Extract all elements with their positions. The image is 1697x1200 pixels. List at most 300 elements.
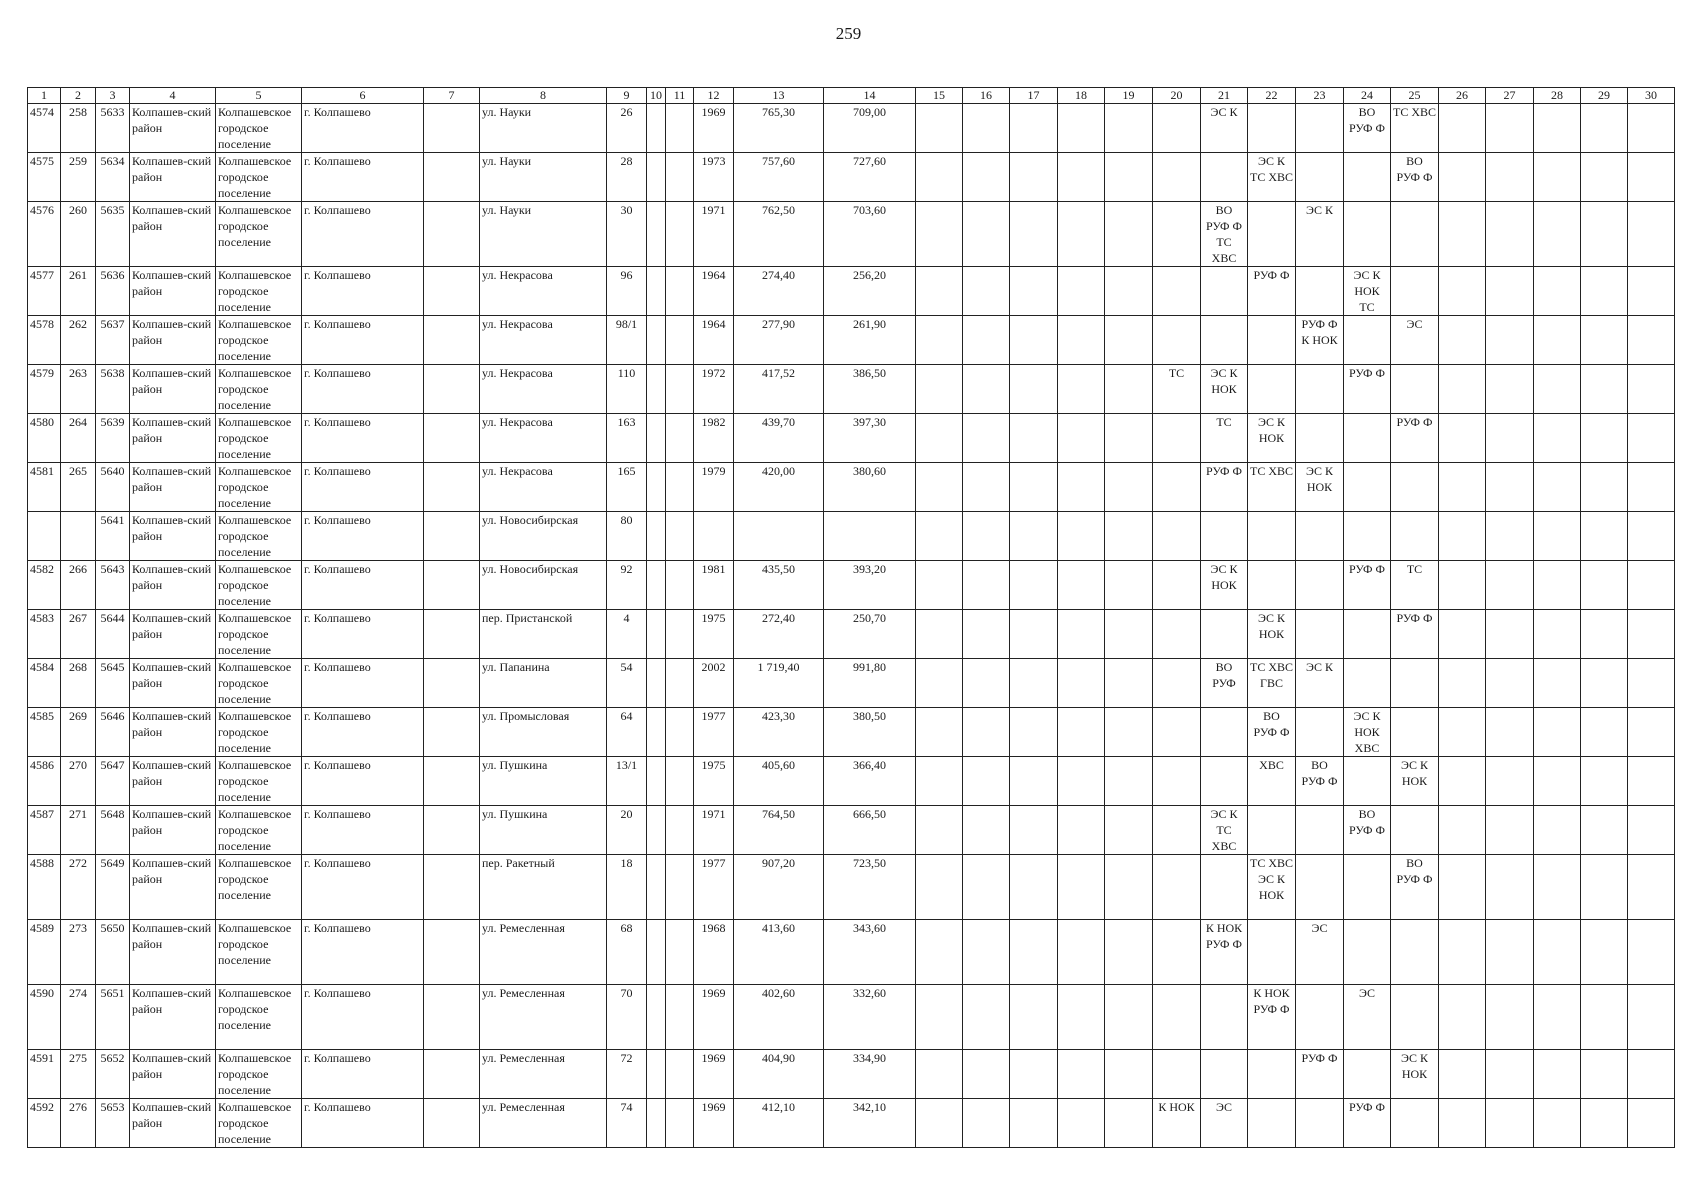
cell-col-4: Колпашев-ский район <box>130 202 216 267</box>
cell-col-1: 4577 <box>28 267 61 316</box>
cell-col-21 <box>1201 267 1248 316</box>
cell-col-9: 26 <box>607 104 647 153</box>
cell-col-9: 68 <box>607 920 647 985</box>
cell-col-3: 5633 <box>96 104 130 153</box>
cell-col-29 <box>1581 920 1628 985</box>
cell-col-1: 4578 <box>28 316 61 365</box>
cell-col-11 <box>666 153 694 202</box>
cell-col-9: 70 <box>607 985 647 1050</box>
cell-col-12 <box>694 512 734 561</box>
cell-col-15 <box>916 202 963 267</box>
cell-col-9: 4 <box>607 610 647 659</box>
cell-col-29 <box>1581 610 1628 659</box>
cell-col-24 <box>1344 659 1391 708</box>
cell-col-19 <box>1105 659 1153 708</box>
cell-col-18 <box>1058 659 1105 708</box>
cell-col-14: 380,50 <box>824 708 916 757</box>
cell-col-12: 1977 <box>694 855 734 920</box>
cell-col-16 <box>963 1099 1010 1148</box>
cell-col-18 <box>1058 985 1105 1050</box>
cell-col-9: 110 <box>607 365 647 414</box>
cell-col-24: РУФ Ф <box>1344 365 1391 414</box>
cell-col-12: 1964 <box>694 316 734 365</box>
cell-col-27 <box>1486 855 1534 920</box>
cell-col-8: ул. Науки <box>480 153 607 202</box>
cell-col-20 <box>1153 610 1201 659</box>
cell-col-17 <box>1010 153 1058 202</box>
cell-col-23 <box>1296 104 1344 153</box>
cell-col-24 <box>1344 463 1391 512</box>
cell-col-14: 703,60 <box>824 202 916 267</box>
cell-col-15 <box>916 1099 963 1148</box>
cell-col-26 <box>1439 920 1486 985</box>
cell-col-23 <box>1296 855 1344 920</box>
cell-col-4: Колпашев-ский район <box>130 610 216 659</box>
cell-col-28 <box>1534 659 1581 708</box>
cell-col-19 <box>1105 806 1153 855</box>
cell-col-30 <box>1628 365 1675 414</box>
cell-col-9: 20 <box>607 806 647 855</box>
cell-col-21 <box>1201 316 1248 365</box>
cell-col-23 <box>1296 561 1344 610</box>
cell-col-26 <box>1439 512 1486 561</box>
cell-col-20 <box>1153 104 1201 153</box>
cell-col-3: 5638 <box>96 365 130 414</box>
column-header-11: 11 <box>666 88 694 104</box>
cell-col-11 <box>666 708 694 757</box>
column-header-27: 27 <box>1486 88 1534 104</box>
cell-col-23: ЭС <box>1296 920 1344 985</box>
cell-col-23 <box>1296 414 1344 463</box>
cell-col-15 <box>916 512 963 561</box>
cell-col-7 <box>424 463 480 512</box>
cell-col-27 <box>1486 1099 1534 1148</box>
column-header-3: 3 <box>96 88 130 104</box>
cell-col-15 <box>916 806 963 855</box>
cell-col-15 <box>916 659 963 708</box>
column-header-26: 26 <box>1439 88 1486 104</box>
cell-col-16 <box>963 757 1010 806</box>
column-header-30: 30 <box>1628 88 1675 104</box>
cell-col-17 <box>1010 561 1058 610</box>
cell-col-10 <box>647 267 666 316</box>
cell-col-23 <box>1296 610 1344 659</box>
cell-col-9: 54 <box>607 659 647 708</box>
cell-col-20 <box>1153 153 1201 202</box>
cell-col-25 <box>1391 1099 1439 1148</box>
cell-col-27 <box>1486 202 1534 267</box>
cell-col-29 <box>1581 1099 1628 1148</box>
cell-col-13: 277,90 <box>734 316 824 365</box>
column-header-29: 29 <box>1581 88 1628 104</box>
cell-col-21 <box>1201 757 1248 806</box>
cell-col-30 <box>1628 1099 1675 1148</box>
cell-col-15 <box>916 267 963 316</box>
cell-col-15 <box>916 561 963 610</box>
cell-col-27 <box>1486 920 1534 985</box>
cell-col-3: 5649 <box>96 855 130 920</box>
table-row <box>28 153 1675 202</box>
cell-col-1: 4586 <box>28 757 61 806</box>
cell-col-2: 263 <box>61 365 96 414</box>
cell-col-19 <box>1105 757 1153 806</box>
cell-col-20 <box>1153 267 1201 316</box>
table-row <box>28 1099 1675 1148</box>
cell-col-9: 13/1 <box>607 757 647 806</box>
cell-col-14: 709,00 <box>824 104 916 153</box>
cell-col-3: 5641 <box>96 512 130 561</box>
cell-col-7 <box>424 855 480 920</box>
cell-col-9: 98/1 <box>607 316 647 365</box>
cell-col-25 <box>1391 202 1439 267</box>
cell-col-16 <box>963 414 1010 463</box>
cell-col-11 <box>666 365 694 414</box>
column-header-18: 18 <box>1058 88 1105 104</box>
cell-col-7 <box>424 806 480 855</box>
cell-col-2: 264 <box>61 414 96 463</box>
cell-col-15 <box>916 610 963 659</box>
cell-col-17 <box>1010 985 1058 1050</box>
cell-col-7 <box>424 1099 480 1148</box>
cell-col-24 <box>1344 757 1391 806</box>
cell-col-8: пер. Пристанской <box>480 610 607 659</box>
cell-col-1 <box>28 512 61 561</box>
cell-col-5: Колпашевское городское поселение <box>216 855 302 920</box>
cell-col-6: г. Колпашево <box>302 267 424 316</box>
cell-col-9: 163 <box>607 414 647 463</box>
table-row <box>28 985 1675 1050</box>
cell-col-16 <box>963 708 1010 757</box>
cell-col-8: ул. Науки <box>480 202 607 267</box>
cell-col-11 <box>666 610 694 659</box>
cell-col-28 <box>1534 202 1581 267</box>
cell-col-22 <box>1248 1050 1296 1099</box>
cell-col-5: Колпашевское городское поселение <box>216 1099 302 1148</box>
cell-col-13: 764,50 <box>734 806 824 855</box>
cell-col-2: 276 <box>61 1099 96 1148</box>
cell-col-19 <box>1105 610 1153 659</box>
cell-col-28 <box>1534 267 1581 316</box>
cell-col-10 <box>647 561 666 610</box>
cell-col-12: 1982 <box>694 414 734 463</box>
cell-col-5: Колпашевское городское поселение <box>216 708 302 757</box>
cell-col-2: 258 <box>61 104 96 153</box>
cell-col-26 <box>1439 757 1486 806</box>
cell-col-3: 5650 <box>96 920 130 985</box>
cell-col-11 <box>666 561 694 610</box>
cell-col-12: 1979 <box>694 463 734 512</box>
cell-col-12: 1964 <box>694 267 734 316</box>
cell-col-13: 404,90 <box>734 1050 824 1099</box>
cell-col-3: 5639 <box>96 414 130 463</box>
cell-col-28 <box>1534 463 1581 512</box>
cell-col-22: ЭС К ТС ХВС <box>1248 153 1296 202</box>
table-row <box>28 365 1675 414</box>
cell-col-1: 4580 <box>28 414 61 463</box>
column-header-21: 21 <box>1201 88 1248 104</box>
cell-col-10 <box>647 806 666 855</box>
cell-col-30 <box>1628 153 1675 202</box>
cell-col-20 <box>1153 463 1201 512</box>
cell-col-27 <box>1486 463 1534 512</box>
cell-col-3: 5647 <box>96 757 130 806</box>
cell-col-24 <box>1344 153 1391 202</box>
cell-col-20 <box>1153 757 1201 806</box>
cell-col-14: 991,80 <box>824 659 916 708</box>
cell-col-29 <box>1581 316 1628 365</box>
cell-col-10 <box>647 1050 666 1099</box>
cell-col-16 <box>963 316 1010 365</box>
cell-col-7 <box>424 757 480 806</box>
cell-col-12: 2002 <box>694 659 734 708</box>
cell-col-28 <box>1534 806 1581 855</box>
cell-col-25: ЭС К НОК <box>1391 1050 1439 1099</box>
cell-col-6: г. Колпашево <box>302 659 424 708</box>
cell-col-30 <box>1628 659 1675 708</box>
cell-col-26 <box>1439 806 1486 855</box>
cell-col-25: ТС <box>1391 561 1439 610</box>
cell-col-4: Колпашев-ский район <box>130 414 216 463</box>
cell-col-5: Колпашевское городское поселение <box>216 920 302 985</box>
cell-col-28 <box>1534 920 1581 985</box>
cell-col-3: 5643 <box>96 561 130 610</box>
cell-col-17 <box>1010 659 1058 708</box>
cell-col-20 <box>1153 806 1201 855</box>
cell-col-3: 5635 <box>96 202 130 267</box>
cell-col-15 <box>916 708 963 757</box>
cell-col-23 <box>1296 512 1344 561</box>
cell-col-24: РУФ Ф <box>1344 561 1391 610</box>
cell-col-30 <box>1628 512 1675 561</box>
cell-col-17 <box>1010 463 1058 512</box>
column-header-23: 23 <box>1296 88 1344 104</box>
cell-col-8: ул. Пушкина <box>480 757 607 806</box>
cell-col-22: ХВС <box>1248 757 1296 806</box>
cell-col-11 <box>666 316 694 365</box>
cell-col-23 <box>1296 708 1344 757</box>
cell-col-4: Колпашев-ский район <box>130 1050 216 1099</box>
cell-col-24: ВО РУФ Ф <box>1344 104 1391 153</box>
cell-col-29 <box>1581 153 1628 202</box>
cell-col-10 <box>647 708 666 757</box>
cell-col-11 <box>666 1099 694 1148</box>
cell-col-15 <box>916 104 963 153</box>
cell-col-5: Колпашевское городское поселение <box>216 104 302 153</box>
cell-col-14 <box>824 512 916 561</box>
cell-col-7 <box>424 202 480 267</box>
cell-col-8: ул. Науки <box>480 104 607 153</box>
cell-col-2: 266 <box>61 561 96 610</box>
cell-col-22: ЭС К НОК <box>1248 610 1296 659</box>
cell-col-1: 4591 <box>28 1050 61 1099</box>
cell-col-8: ул. Некрасова <box>480 316 607 365</box>
cell-col-17 <box>1010 512 1058 561</box>
cell-col-1: 4587 <box>28 806 61 855</box>
cell-col-17 <box>1010 267 1058 316</box>
cell-col-22 <box>1248 512 1296 561</box>
cell-col-16 <box>963 202 1010 267</box>
cell-col-12: 1969 <box>694 985 734 1050</box>
cell-col-10 <box>647 104 666 153</box>
cell-col-26 <box>1439 414 1486 463</box>
cell-col-17 <box>1010 365 1058 414</box>
cell-col-28 <box>1534 561 1581 610</box>
cell-col-11 <box>666 757 694 806</box>
cell-col-25: РУФ Ф <box>1391 414 1439 463</box>
cell-col-21 <box>1201 708 1248 757</box>
cell-col-24: ВО РУФ Ф <box>1344 806 1391 855</box>
cell-col-25 <box>1391 267 1439 316</box>
cell-col-7 <box>424 659 480 708</box>
cell-col-6: г. Колпашево <box>302 316 424 365</box>
cell-col-14: 666,50 <box>824 806 916 855</box>
cell-col-25: РУФ Ф <box>1391 610 1439 659</box>
cell-col-17 <box>1010 806 1058 855</box>
cell-col-1: 4589 <box>28 920 61 985</box>
table-row <box>28 512 1675 561</box>
cell-col-15 <box>916 463 963 512</box>
cell-col-21 <box>1201 512 1248 561</box>
cell-col-11 <box>666 1050 694 1099</box>
cell-col-11 <box>666 920 694 985</box>
cell-col-5: Колпашевское городское поселение <box>216 610 302 659</box>
cell-col-15 <box>916 757 963 806</box>
cell-col-20 <box>1153 659 1201 708</box>
cell-col-28 <box>1534 708 1581 757</box>
cell-col-21: РУФ Ф <box>1201 463 1248 512</box>
table-row <box>28 920 1675 985</box>
cell-col-20 <box>1153 202 1201 267</box>
cell-col-18 <box>1058 316 1105 365</box>
cell-col-21 <box>1201 610 1248 659</box>
cell-col-7 <box>424 316 480 365</box>
cell-col-12: 1977 <box>694 708 734 757</box>
cell-col-13: 762,50 <box>734 202 824 267</box>
cell-col-19 <box>1105 267 1153 316</box>
cell-col-13: 435,50 <box>734 561 824 610</box>
cell-col-3: 5653 <box>96 1099 130 1148</box>
cell-col-27 <box>1486 659 1534 708</box>
cell-col-25 <box>1391 659 1439 708</box>
cell-col-16 <box>963 463 1010 512</box>
cell-col-16 <box>963 806 1010 855</box>
cell-col-14: 342,10 <box>824 1099 916 1148</box>
cell-col-4: Колпашев-ский район <box>130 153 216 202</box>
cell-col-18 <box>1058 267 1105 316</box>
cell-col-23 <box>1296 806 1344 855</box>
column-header-10: 10 <box>647 88 666 104</box>
cell-col-10 <box>647 202 666 267</box>
cell-col-18 <box>1058 463 1105 512</box>
cell-col-30 <box>1628 104 1675 153</box>
cell-col-7 <box>424 610 480 659</box>
cell-col-11 <box>666 985 694 1050</box>
column-header-5: 5 <box>216 88 302 104</box>
cell-col-10 <box>647 316 666 365</box>
cell-col-10 <box>647 610 666 659</box>
cell-col-28 <box>1534 757 1581 806</box>
cell-col-22 <box>1248 1099 1296 1148</box>
cell-col-13: 423,30 <box>734 708 824 757</box>
cell-col-20 <box>1153 561 1201 610</box>
cell-col-26 <box>1439 610 1486 659</box>
cell-col-30 <box>1628 806 1675 855</box>
cell-col-29 <box>1581 561 1628 610</box>
cell-col-1: 4592 <box>28 1099 61 1148</box>
cell-col-29 <box>1581 463 1628 512</box>
cell-col-2: 267 <box>61 610 96 659</box>
cell-col-9: 28 <box>607 153 647 202</box>
cell-col-29 <box>1581 512 1628 561</box>
cell-col-27 <box>1486 414 1534 463</box>
cell-col-22 <box>1248 104 1296 153</box>
cell-col-6: г. Колпашево <box>302 414 424 463</box>
cell-col-8: ул. Ремесленная <box>480 1099 607 1148</box>
cell-col-21: ТС <box>1201 414 1248 463</box>
cell-col-20 <box>1153 414 1201 463</box>
cell-col-2: 271 <box>61 806 96 855</box>
column-header-13: 13 <box>734 88 824 104</box>
cell-col-17 <box>1010 610 1058 659</box>
cell-col-1: 4584 <box>28 659 61 708</box>
cell-col-14: 332,60 <box>824 985 916 1050</box>
cell-col-25 <box>1391 463 1439 512</box>
cell-col-18 <box>1058 104 1105 153</box>
cell-col-12: 1969 <box>694 104 734 153</box>
cell-col-22: ЭС К НОК <box>1248 414 1296 463</box>
column-header-7: 7 <box>424 88 480 104</box>
cell-col-16 <box>963 561 1010 610</box>
cell-col-29 <box>1581 985 1628 1050</box>
cell-col-8: ул. Ремесленная <box>480 1050 607 1099</box>
cell-col-21 <box>1201 1050 1248 1099</box>
cell-col-26 <box>1439 153 1486 202</box>
cell-col-2: 260 <box>61 202 96 267</box>
cell-col-18 <box>1058 806 1105 855</box>
cell-col-24 <box>1344 414 1391 463</box>
cell-col-14: 380,60 <box>824 463 916 512</box>
cell-col-25 <box>1391 512 1439 561</box>
cell-col-6: г. Колпашево <box>302 920 424 985</box>
cell-col-29 <box>1581 104 1628 153</box>
cell-col-3: 5651 <box>96 985 130 1050</box>
column-header-16: 16 <box>963 88 1010 104</box>
cell-col-16 <box>963 659 1010 708</box>
cell-col-17 <box>1010 1099 1058 1148</box>
cell-col-13: 274,40 <box>734 267 824 316</box>
column-header-22: 22 <box>1248 88 1296 104</box>
cell-col-28 <box>1534 316 1581 365</box>
cell-col-28 <box>1534 855 1581 920</box>
page-number: 259 <box>835 24 862 43</box>
cell-col-15 <box>916 316 963 365</box>
cell-col-8: пер. Ракетный <box>480 855 607 920</box>
cell-col-6: г. Колпашево <box>302 561 424 610</box>
cell-col-29 <box>1581 757 1628 806</box>
column-header-15: 15 <box>916 88 963 104</box>
cell-col-12: 1972 <box>694 365 734 414</box>
cell-col-23 <box>1296 153 1344 202</box>
cell-col-6: г. Колпашево <box>302 757 424 806</box>
cell-col-30 <box>1628 757 1675 806</box>
cell-col-26 <box>1439 1050 1486 1099</box>
cell-col-29 <box>1581 414 1628 463</box>
cell-col-26 <box>1439 104 1486 153</box>
cell-col-6: г. Колпашево <box>302 610 424 659</box>
cell-col-24 <box>1344 855 1391 920</box>
cell-col-1: 4576 <box>28 202 61 267</box>
cell-col-18 <box>1058 153 1105 202</box>
